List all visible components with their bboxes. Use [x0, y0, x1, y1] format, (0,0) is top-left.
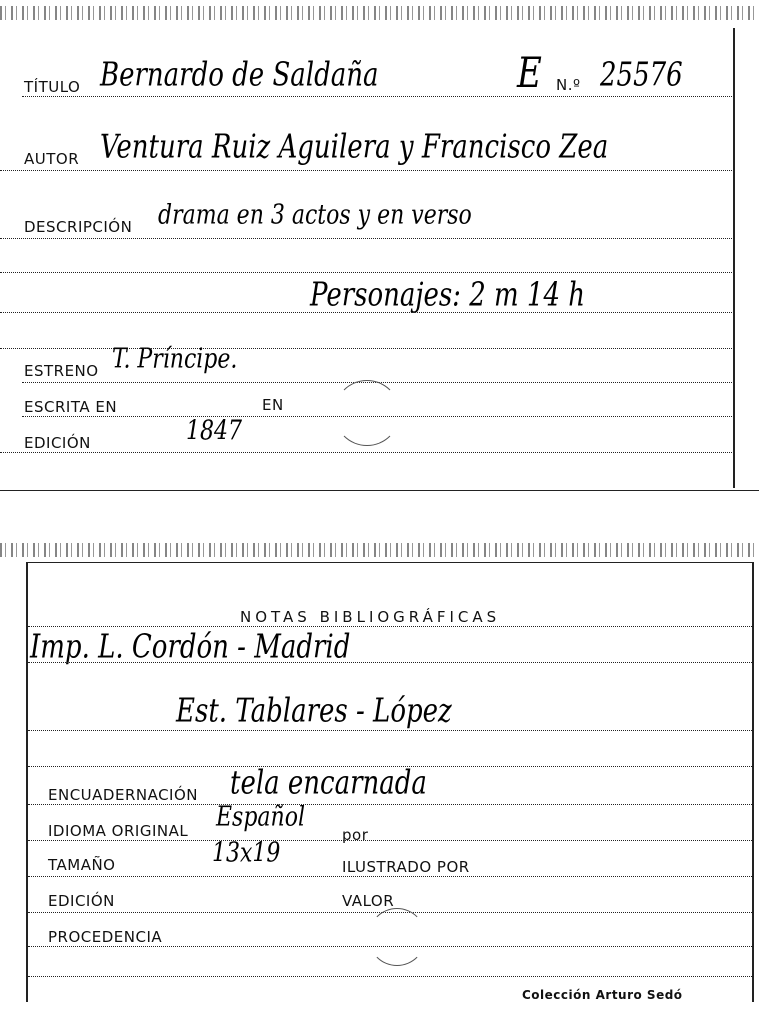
numero-label: N.º [556, 76, 581, 94]
stamp-circle [334, 380, 400, 446]
card-separator [0, 490, 759, 491]
catalog-mark: E [517, 48, 542, 98]
descripcion-value: drama en 3 actos y en verso [158, 199, 472, 231]
tamano-label: TAMAÑO [48, 856, 116, 874]
stamp-circle-2 [368, 908, 426, 966]
autor-label: AUTOR [24, 150, 80, 168]
rule-bottom [28, 976, 752, 977]
rule-note1 [28, 662, 752, 663]
edicion-label: EDICIÓN [24, 434, 91, 452]
rule-heading [28, 626, 752, 627]
rule-note2 [28, 730, 752, 731]
rule-titulo [22, 96, 734, 97]
edicion2-label: EDICIÓN [48, 892, 115, 910]
procedencia-label: PROCEDENCIA [48, 928, 163, 946]
rule-personajes [0, 312, 734, 313]
tamano-value: 13x19 [212, 837, 281, 869]
idioma-value: Español [216, 801, 305, 833]
note-imprenta: Imp. L. Cordón - Madrid [30, 628, 351, 666]
valor-label: VALOR [342, 892, 395, 910]
rule-encuadernacion [28, 804, 752, 805]
card2-top-edge [28, 562, 753, 563]
notas-heading: NOTAS BIBLIOGRÁFICAS [240, 608, 501, 626]
escrita-label: ESCRITA EN [24, 398, 118, 416]
rule-blank [0, 272, 734, 273]
numero-value: 25576 [600, 56, 683, 94]
estreno-label: ESTRENO [24, 362, 99, 380]
card2-left-edge [26, 562, 28, 1002]
ilustrado-label: ILUSTRADO POR [342, 858, 470, 876]
idioma-label: IDIOMA ORIGINAL [48, 822, 189, 840]
card-right-edge [733, 28, 735, 488]
descripcion-label: DESCRIPCIÓN [24, 218, 133, 236]
estreno-value: T. Príncipe. [112, 343, 238, 375]
rule-idioma [28, 840, 752, 841]
personajes-value: Personajes: 2 m 14 h [310, 276, 586, 314]
encuadernacion-label: ENCUADERNACIÓN [48, 786, 199, 804]
collection-footer: Colección Arturo Sedó [522, 988, 683, 1002]
en-label: EN [262, 396, 284, 414]
card2-right-edge [752, 562, 754, 1002]
encuadernacion-value: tela encarnada [230, 764, 427, 802]
rule-pre-estreno [0, 348, 734, 349]
scan-noise-top [0, 6, 759, 20]
rule-tamano [28, 876, 752, 877]
scan-noise-bottom [0, 543, 759, 557]
rule-descripcion [0, 238, 734, 239]
note-establecimiento: Est. Tablares - López [176, 692, 452, 730]
rule-autor [0, 170, 734, 171]
edicion-value: 1847 [186, 415, 242, 447]
titulo-label: TÍTULO [24, 78, 81, 96]
por-label: por [342, 826, 369, 844]
autor-value: Ventura Ruiz Aguilera y Francisco Zea [100, 128, 609, 166]
titulo-value: Bernardo de Saldaña [100, 56, 379, 94]
rule-edicion [0, 452, 734, 453]
